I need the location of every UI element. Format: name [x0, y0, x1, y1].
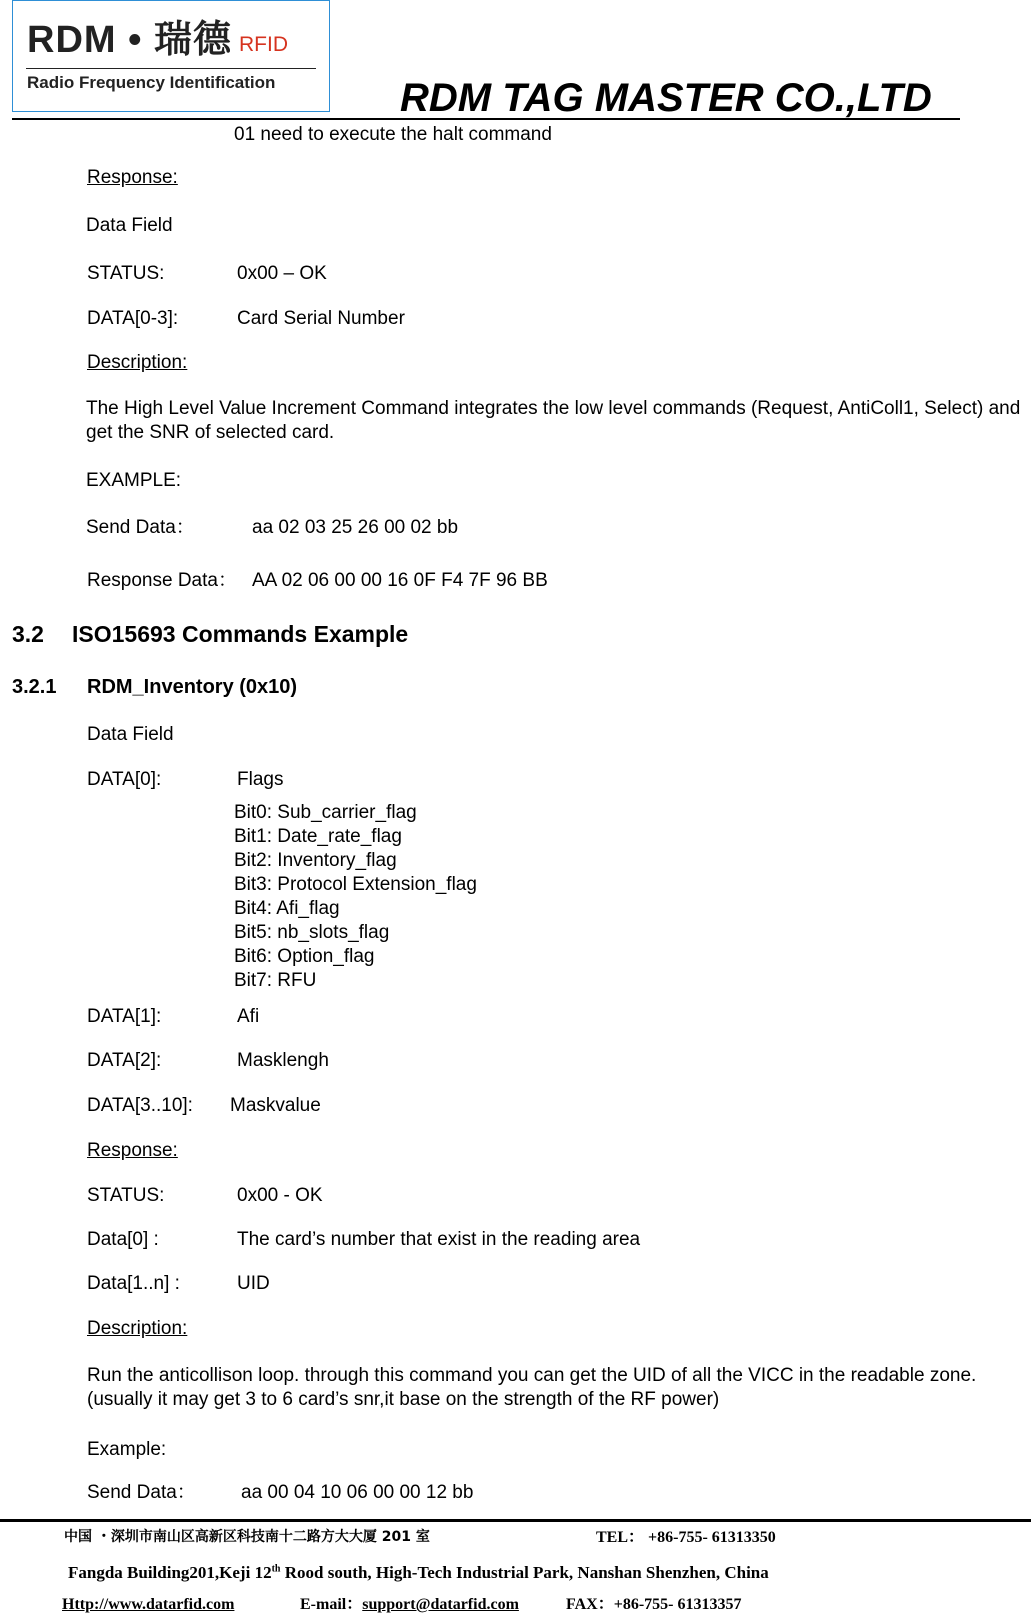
data-3-10-value: Maskvalue [230, 1095, 321, 1116]
flag-bit: Bit7: RFU [234, 970, 317, 991]
data-2-value: Masklengh [237, 1050, 329, 1071]
company-logo [12, 0, 330, 112]
footer-email [300, 1597, 519, 1613]
response-heading-2: Response: [87, 1140, 178, 1161]
footer-address-en-post: Rood south, High-Tech Industrial Park, Nanshan Shenzhen, China [280, 1563, 769, 1582]
subsection-number: 3.2.1 [12, 676, 57, 698]
data-1-value: Afi [237, 1006, 260, 1027]
footer-website-link[interactable]: Http://www.datarfid.com [62, 1596, 235, 1613]
logo-text: RDM • 瑞德 [27, 19, 232, 61]
response-data-label: Response Data： [87, 570, 237, 591]
flag-bit: Bit0: Sub_carrier_flag [234, 802, 417, 823]
section-number: 3.2 [12, 621, 44, 647]
status-label: STATUS: [87, 263, 165, 284]
footer-address-cn: 中国 ・深圳市南山区高新区科技南十二路方大大厦 201 室 [64, 1529, 430, 1545]
header-divider [12, 118, 960, 120]
description-heading: Description: [87, 352, 188, 373]
send-data-label: Send Data： [86, 517, 195, 538]
halt-note: 01 need to execute the halt command [234, 124, 552, 145]
company-name: RDM TAG MASTER CO.,LTD [400, 76, 932, 120]
data-0-response-value: The card’s number that exist in the reading area [237, 1229, 641, 1250]
logo-rfid: RFID [239, 33, 288, 56]
status-value-2: 0x00 - OK [237, 1185, 323, 1206]
data-1-n-value: UID [237, 1273, 270, 1294]
description-text-2: Run the anticollison loop. through this command you can get the UID of all the VICC in the readable zone.(usually it may get 3 to 6 card’s snr,it base on the strength of the RF power) [87, 1365, 977, 1410]
send-data-value-2: aa 00 04 10 06 00 00 12 bb [241, 1482, 474, 1503]
footer-divider [0, 1519, 1031, 1522]
description-text: The High Level Value Increment Command integrates the low level commands (Request, AntiColl1, Select) and get the SNR of selected card. [86, 398, 1021, 443]
flag-bit: Bit5: nb_slots_flag [234, 922, 390, 943]
data-2-label: DATA[2]: [87, 1050, 162, 1071]
data-3-10-label: DATA[3..10]: [87, 1095, 193, 1116]
logo-subtitle: Radio Frequency Identification [27, 73, 276, 92]
data-0-3-value: Card Serial Number [237, 308, 405, 329]
footer-email-link[interactable]: support@datarfid.com [362, 1596, 519, 1613]
send-data-label-2: Send Data： [87, 1482, 196, 1503]
logo-divider [26, 68, 316, 69]
send-data-value: aa 02 03 25 26 00 02 bb [252, 517, 459, 538]
response-heading: Response: [87, 167, 178, 188]
footer-email-label: E-mail： [300, 1596, 363, 1613]
flag-bit: Bit6: Option_flag [234, 946, 375, 967]
example-heading: EXAMPLE: [86, 470, 182, 491]
flag-bit: Bit1: Date_rate_flag [234, 826, 402, 847]
section-title: ISO15693 Commands Example [72, 621, 409, 647]
footer-address-en-sup: th [271, 1563, 281, 1575]
data-field-heading: Data Field [86, 215, 173, 236]
data-0-3-label: DATA[0-3]: [87, 308, 179, 329]
data-0-response-label: Data[0] : [87, 1229, 159, 1250]
footer-tel: TEL： +86-755- 61313350 [596, 1529, 776, 1546]
subsection-title: RDM_Inventory (0x10) [87, 676, 298, 698]
status-label-2: STATUS: [87, 1185, 165, 1206]
description-heading-2: Description: [87, 1318, 188, 1339]
data-0-label: DATA[0]: [87, 769, 162, 790]
data-0-value: Flags [237, 769, 284, 790]
flag-bit: Bit2: Inventory_flag [234, 850, 397, 871]
flag-bit: Bit3: Protocol Extension_flag [234, 874, 477, 895]
data-field-heading-2: Data Field [87, 724, 174, 745]
status-value: 0x00 – OK [237, 263, 327, 284]
flag-bit: Bit4: Afi_flag [234, 898, 340, 919]
footer-address-en-pre: Fangda Building201,Keji 12 [68, 1563, 272, 1582]
footer-address-en [68, 1564, 769, 1581]
response-data-value: AA 02 06 00 00 16 0F F4 7F 96 BB [252, 570, 548, 591]
data-1-label: DATA[1]: [87, 1006, 162, 1027]
example-heading-2: Example: [87, 1439, 167, 1460]
data-1-n-label: Data[1..n] : [87, 1273, 180, 1294]
footer-fax: FAX：+86-755- 61313357 [566, 1596, 742, 1613]
